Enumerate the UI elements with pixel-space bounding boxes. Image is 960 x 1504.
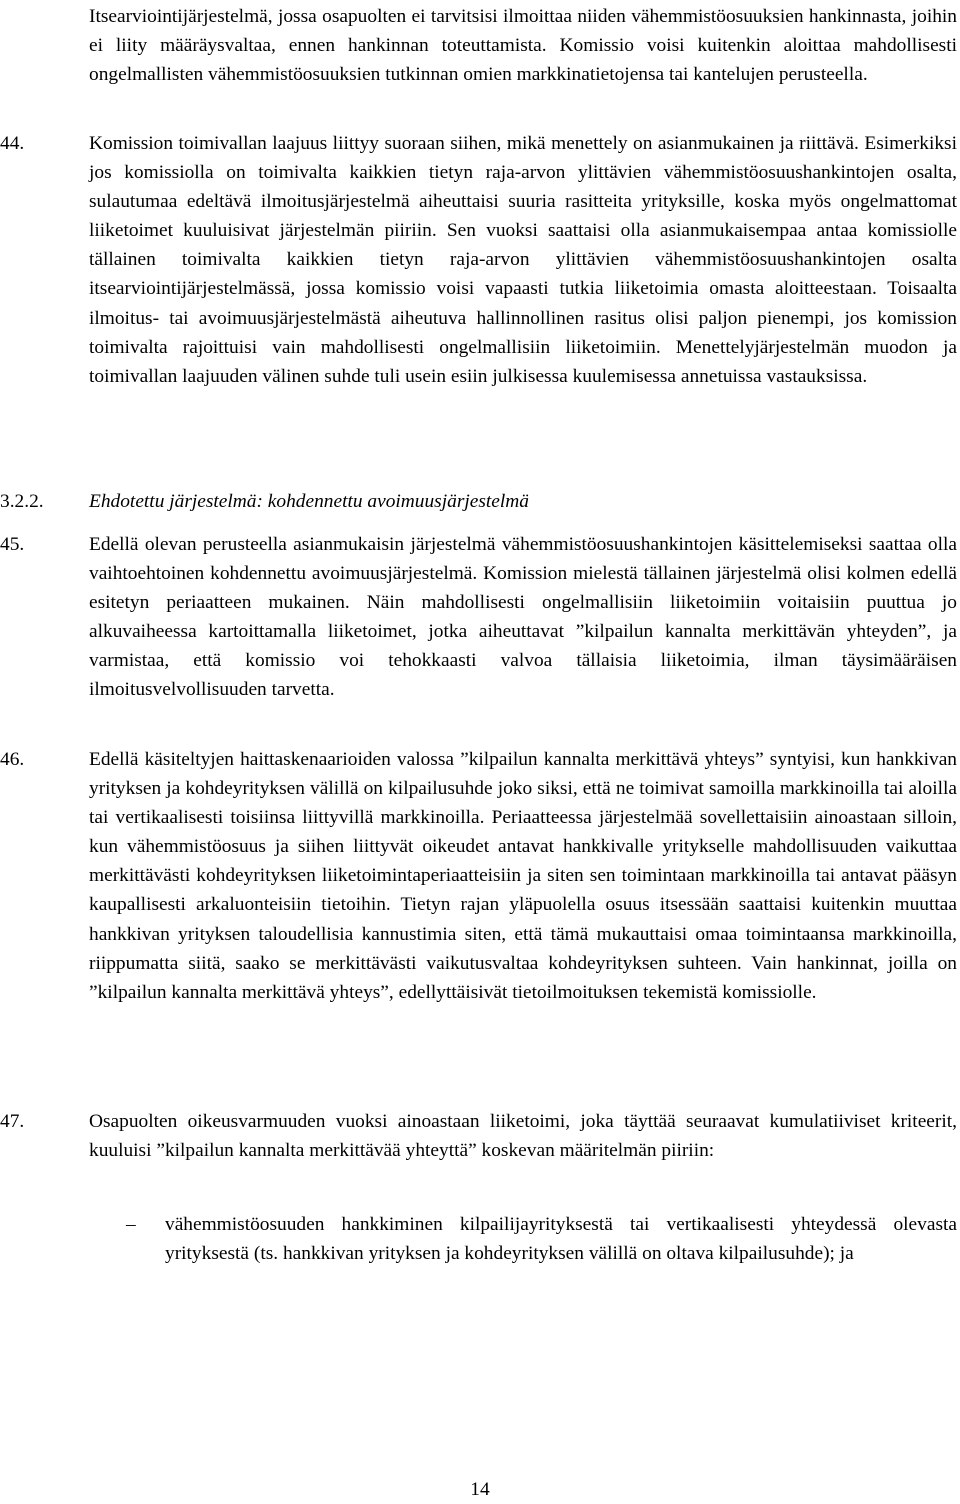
continuation-paragraph: Itsearviointijärjestelmä, jossa osapuolten ei tarvitsisi ilmoittaa niiden vähemmistöosuuksien hankinnasta, joihin ei liity määräysvaltaa, ennen hankinnan toteuttamista. Komissio voisi kuitenkin aloittaa mahdollisesti ongelmallisten vähemmistöosuuksien tutkinnan omien markkinatietojensa tai kantelujen perusteella.	[89, 6, 957, 86]
page-number: 14	[470, 1479, 490, 1500]
bullet-dash: –	[126, 1214, 136, 1235]
paragraph-number: 46.	[0, 749, 25, 770]
paragraph-text: Edellä käsiteltyjen haittaskenaarioiden valossa ”kilpailun kannalta merkittävä yhteys” syntyisi, kun hankkivan yrityksen ja kohdeyrityksen välillä on kilpailusuhde joko siksi, että ne toimivat samoilla markkinoilla tai aloilla tai vertikaalisesti toisiinsa liittyvillä markkinoilla. Periaatteessa järjestelmää sovellettaisiin ainoastaan silloin, kun vähemmistöosuus ja siihen liittyvät oikeudet antavat hankkivalle yritykselle mahdollisuuden vaikuttaa merkittävästi kohdeyrityksen liiketoimintaperiaatteisiin ja siten sen toimintaan markkinoilla tai antavat pääsyn kaupallisesti arkaluonteisiin tietoihin. Tietyn rajan yläpuolella osuus itsessään saattaisi kuitenkin muuttaa hankkivan yrityksen taloudellisia kannustimia siten, että tämä mukauttaisi omaa toimintaansa markkinoilla, riippumatta siitä, saako se merkittävästi vaikutusvaltaa kohdeyrityksen suhteen. Vain hankinnat, joilla on ”kilpailun kannalta merkittävä yhteys”, edellyttäisivät tietoilmoituksen tekemistä komissiolle.	[89, 749, 957, 1003]
bullet-text: vähemmistöosuuden hankkiminen kilpailijayrityksestä tai vertikaalisesti yhteydessä olevasta yrityksestä (ts. hankkivan yrityksen ja kohdeyrityksen välillä on oltava kilpailusuhde); ja	[165, 1214, 957, 1265]
section-number: 3.2.2.	[0, 491, 44, 512]
paragraph-46	[0, 745, 957, 1007]
section-heading	[0, 487, 957, 516]
bullet-item	[126, 1210, 957, 1268]
paragraph-text: Edellä olevan perusteella asianmukaisin järjestelmä vähemmistöosuushankintojen käsittelemiseksi saattaa olla vaihtoehtoinen kohdennettu avoimuusjärjestelmä. Komission mielestä tällainen järjestelmä olisi kolmen edellä esitetyn periaatteen mukainen. Näin mahdollisesti ongelmallisiin liiketoimiin voitaisiin puuttua jo alkuvaiheessa kartoittamalla liiketoimet, jotka aiheuttavat ”kilpailun kannalta merkittävän yhteyden”, ja varmistaa, että komissio voi tehokkaasti valvoa tällaisia liiketoimia, ilman täysimääräisen ilmoitusvelvollisuuden tarvetta.	[89, 534, 957, 701]
paragraph-number: 47.	[0, 1111, 25, 1132]
paragraph-text: Osapuolten oikeusvarmuuden vuoksi ainoastaan liiketoimi, joka täyttää seuraavat kumulatiiviset kriteerit, kuuluisi ”kilpailun kannalta merkittävää yhteyttä” koskevan määritelmän piiriin:	[89, 1111, 957, 1162]
paragraph-text: Komission toimivallan laajuus liittyy suoraan siihen, mikä menettely on asianmukainen ja riittävä. Esimerkiksi jos komissiolla on toimivalta kaikkien tietyn raja-arvon ylittävien vähemmistöosuushankintojen osalta, sulautumaa edeltävä ilmoitusjärjestelmä aiheuttaisi suuria rasitteita yrityksille, koska myös ongelmattomat liiketoimet kuuluisivat järjestelmän piiriin. Sen vuoksi saattaisi olla asianmukaisempaa antaa komissiolle tällainen toimivalta kaikkien tietyn raja-arvon ylittävien vähemmistöosuushankintojen osalta itsearviointijärjestelmässä, jossa komissio voisi vapaasti tutkia liiketoimia omasta aloitteestaan. Toisaalta ilmoitus- tai avoimuusjärjestelmästä aiheutuva hallinnollinen rasitus olisi paljon pienempi, jos komission toimivalta rajoittuisi vain mahdollisesti ongelmallisiin liiketoimiin. Menettelyjärjestelmän muodon ja toimivallan laajuuden välinen suhde tuli usein esiin julkisessa kuulemisessa annetuissa vastauksissa.	[89, 133, 957, 387]
paragraph-number: 45.	[0, 534, 25, 555]
paragraph-47	[0, 1107, 957, 1165]
paragraph-45	[0, 530, 957, 705]
paragraph-number: 44.	[0, 133, 25, 154]
paragraph-44	[0, 129, 957, 391]
section-title: Ehdotettu järjestelmä: kohdennettu avoimuusjärjestelmä	[89, 491, 529, 512]
